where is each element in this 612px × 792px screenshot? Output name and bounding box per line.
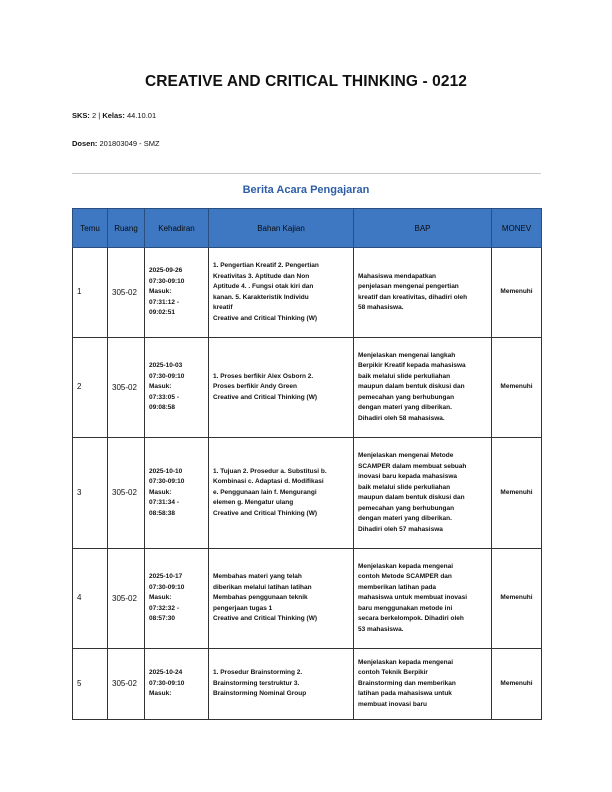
section-title: Berita Acara Pengajaran [242,184,370,196]
cell-ruang: 305-02 [108,649,145,720]
cell-bap [354,649,492,720]
cell-bahan-kajian [209,649,354,720]
table-row [73,549,542,649]
kehadiran-date: 2025-09-26 [149,267,183,275]
page-title: CREATIVE AND CRITICAL THINKING - 0212 [144,73,468,90]
cell-kehadiran [145,438,209,549]
kelas-label: Kelas: [102,111,125,120]
bap-line: Berpikir Kreatif kepada mahasiswa [358,362,466,370]
bahan-line: Membahas materi yang telah [213,573,302,581]
bap-line: Brainstorming dan memberikan [358,679,456,687]
kehadiran-label: Masuk: [149,383,172,391]
cell-temu: 2 [73,338,108,438]
table-row [73,438,542,549]
dosen-label: Dosen: [72,139,98,148]
kehadiran-out: 09:02:51 [149,309,176,317]
bap-line: dengan materi yang diberikan. [358,515,452,522]
kehadiran-label: Masuk: [149,594,172,602]
bahan-line: Aptitude 4. . Fungsi otak kiri dan [213,283,314,290]
bap-line: Menjelaskan kepada mengenai [358,658,454,666]
bahan-line: Creative and Critical Thinking (W) [213,509,318,517]
bap-line: maupun dalam bentuk diskusi dan [358,494,465,501]
bap-line: baik melalui slide perkuliahan [358,372,451,380]
kehadiran-in: 07:32:32 - [149,604,179,612]
bap-line: Dihadiri oleh 58 mahasiswa. [358,414,445,422]
bahan-line: Brainstorming Nominal Group [213,690,307,698]
kehadiran-in: 07:33:05 - [149,393,179,401]
cell-bap [354,338,492,438]
bap-line: Mahasiswa mendapatkan [358,272,437,280]
bahan-line: kreatif [213,304,233,311]
bahan-line: Creative and Critical Thinking (W) [213,615,318,623]
bap-line: 58 mahasiswa. [358,304,404,311]
header-ruang: Ruang [108,209,145,248]
kehadiran-out: 09:08:58 [149,404,176,412]
table-row [73,338,542,438]
kehadiran-in: 07:31:12 - [149,298,179,306]
bap-line: 53 mahasiswa. [358,625,404,633]
cell-bahan-kajian [209,338,354,438]
cell-monev: Memenuhi [492,438,542,549]
cell-monev: Memenuhi [492,649,542,720]
bap-line: dengan materi yang diberikan. [358,404,452,412]
teaching-record-table [72,208,542,720]
bap-line: SCAMPER dalam membuat sebuah [358,462,467,470]
bahan-line: pengerjaan tugas 1 [213,604,273,612]
cell-ruang: 305-02 [108,549,145,649]
bahan-line: Brainstorming terstruktur 3. [213,679,300,687]
bahan-line: Kombinasi c. Adaptasi d. Modifikasi [213,478,324,486]
bahan-line: elemen g. Mengatur ulang [213,499,294,507]
cell-bap [354,248,492,338]
bap-line: pemecahan yang berhubungan [358,504,455,512]
table-row [73,649,542,720]
header-monev: MONEV [492,209,542,248]
separator: | [98,111,101,120]
kehadiran-date: 2025-10-10 [149,467,183,475]
bap-line: membuat inovasi baru [358,700,427,708]
bahan-line: 1. Proses berfikir Alex Osborn 2. [213,372,314,380]
kehadiran-time: 07:30-09:10 [149,277,185,285]
bahan-line: Kreativitas 3. Aptitude dan Non [213,272,310,280]
cell-monev: Memenuhi [492,248,542,338]
bap-line: kreatif dan kreativitas, dihadiri oleh [358,293,468,301]
cell-monev: Memenuhi [492,549,542,649]
dosen-value: 201803049 - SMZ [99,139,160,148]
bap-line: baik melalui slide perkuliahan [358,483,451,491]
cell-bahan-kajian [209,248,354,338]
kehadiran-date: 2025-10-03 [149,362,183,370]
table-header-row [73,209,542,248]
bahan-line: 1. Pengertian Kreatif 2. Pengertian [213,262,319,269]
cell-ruang: 305-02 [108,438,145,549]
cell-ruang: 305-02 [108,248,145,338]
kehadiran-time: 07:30-09:10 [149,679,185,687]
bap-line: contoh Teknik Berpikir [358,669,428,677]
bap-line: maupun dalam bentuk diskusi dan [358,383,465,391]
bap-line: Dihadiri oleh 57 mahasiswa [358,525,443,533]
table-row [73,248,542,338]
header-temu: Temu [73,209,108,248]
kehadiran-date: 2025-10-17 [149,573,183,581]
cell-kehadiran [145,248,209,338]
bahan-line: 1. Tujuan 2. Prosedur a. Substitusi b. [213,467,327,475]
cell-ruang: 305-02 [108,338,145,438]
bahan-line: diberikan melalui latihan latihan [213,583,312,591]
sks-value: 2 [92,111,97,120]
bap-line: baru menggunakan metode ini [358,604,453,612]
cell-kehadiran [145,649,209,720]
kehadiran-time: 07:30-09:10 [149,372,185,380]
bahan-line: kanan. 5. Karakteristik Individu [213,293,309,301]
kehadiran-label: Masuk: [149,288,172,296]
bap-line: latihan pada mahasiswa untuk [358,690,452,698]
bahan-line: 1. Prosedur Brainstorming 2. [213,669,303,677]
cell-bap [354,438,492,549]
kehadiran-out: 08:58:38 [149,509,176,517]
bahan-line: Creative and Critical Thinking (W) [213,393,318,401]
sks-label: SKS: [72,111,90,120]
cell-bap [354,549,492,649]
bahan-line: Creative and Critical Thinking (W) [213,314,318,322]
kehadiran-date: 2025-10-24 [149,669,183,677]
bap-line: pemecahan yang berhubungan [358,393,455,401]
header-kehadiran: Kehadiran [145,209,209,248]
bap-line: inovasi baru kepada mahasiswa [358,473,457,480]
cell-kehadiran [145,338,209,438]
header-bap: BAP [354,209,492,248]
cell-temu: 5 [73,649,108,720]
bap-line: Menjelaskan kepada mengenai [358,562,454,570]
bahan-line: Proses berfikir Andy Green [213,383,297,391]
bap-line: contoh Metode SCAMPER dan [358,573,452,581]
kehadiran-out: 08:57:30 [149,615,176,623]
bap-line: mahasiswa untuk membuat inovasi [358,594,468,602]
bap-line: penjelasan mengenai pengertian [358,283,459,290]
bap-line: secara berkelompok. Dihadiri oleh [358,615,464,623]
cell-kehadiran [145,549,209,649]
bap-line: memberikan latihan pada [358,583,437,591]
bahan-line: Membahas penggunaan teknik [213,594,308,602]
header-bahan-kajian: Bahan Kajian [209,209,354,248]
cell-temu: 3 [73,438,108,549]
cell-monev: Memenuhi [492,338,542,438]
kelas-value: 44.10.01 [126,111,157,120]
cell-temu: 4 [73,549,108,649]
bap-line: Menjelaskan mengenai Metode [358,452,454,459]
kehadiran-time: 07:30-09:10 [149,583,185,591]
cell-bahan-kajian [209,549,354,649]
cell-bahan-kajian [209,438,354,549]
kehadiran-in: 07:31:34 - [149,499,179,507]
bap-line: Menjelaskan mengenai langkah [358,351,456,359]
bahan-line: e. Penggunaan lain f. Mengurangi [213,488,317,496]
lecturer-info-line [72,139,160,148]
kehadiran-label: Masuk: [149,690,172,698]
cell-temu: 1 [73,248,108,338]
section-divider [72,173,541,174]
kehadiran-label: Masuk: [149,488,172,496]
course-info-line [72,111,156,120]
kehadiran-time: 07:30-09:10 [149,478,185,486]
